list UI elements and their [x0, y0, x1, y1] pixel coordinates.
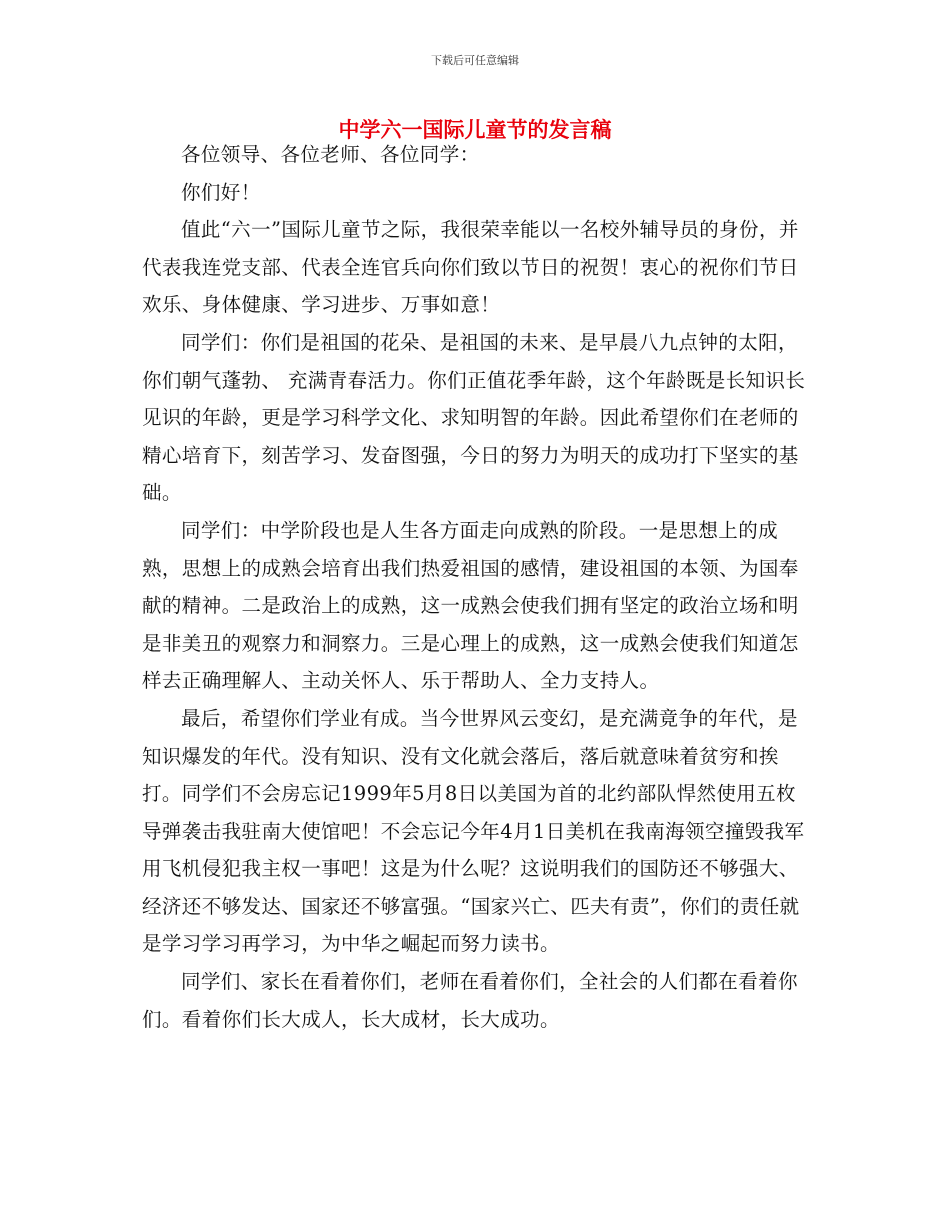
- paragraph-maturity: 同学们：中学阶段也是人生各方面走向成熟的阶段。一是思想上的成熟，思想上的成熟会培育出我们热爱祖国的感情，建设祖国的本领、为国奉献的精神。二是政治上的成熟，这一成熟会使我们拥有坚定的政治立场和明是非美丑的观察力和洞察力。三是心理上的成熟，这一成熟会使我们知道怎样去正确理解人、主动关怀人、乐于帮助人、全力支持人。: [142, 518, 799, 693]
- paragraph-youth: 同学们：你们是祖国的花朵、是祖国的未来、是早晨八九点钟的太阳，你们朝气蓬勃、 充满青春活力。你们正值花季年龄，这个年龄既是长知识长见识的年龄，更是学习科学文化、求知明智的年龄。因此希望你们在老师的精心培育下，刻苦学习、发奋图强，今日的努力为明天的成功打下坚实的基础。: [142, 330, 806, 505]
- paragraph-closing: 同学们、家长在看着你们，老师在看着你们，全社会的人们都在看着你们。看着你们长大成人，长大成材，长大成功。: [142, 970, 798, 1031]
- paragraph-congratulations: 值此“六一”国际儿童节之际，我很荣幸能以一名校外辅导员的身份，并代表我连党支部、代表全连官兵向你们致以节日的祝贺！衷心的祝你们节日欢乐、身体健康、学习进步、万事如意！: [142, 218, 799, 317]
- paragraph-hello: 你们好！: [181, 180, 261, 204]
- document-title: 中学六一国际儿童节的发言稿: [338, 118, 612, 142]
- page-header-note: 下载后可任意编辑: [431, 54, 519, 67]
- document-body: [142, 136, 810, 1038]
- paragraph-hope: 最后，希望你们学业有成。当今世界风云变幻，是充满竟争的年代，是知识爆发的年代。没有知识、没有文化就会落后，落后就意味着贫穷和挨打。同学们不会房忘记1999年5月8日以美国为首的北约部队悍然使用五枚导弹袭击我驻南大使馆吧！不会忘记今年4月1日美机在我南海领空撞毁我军用飞机侵犯我主权一事吧！这是为什么呢？这说明我们的国防还不够强大、经济还不够发达、国家还不够富强。“国家兴亡、匹夫有责”，你们的责任就是学习学习再学习，为中华之崛起而努力读书。: [142, 706, 805, 956]
- paragraph-greeting: 各位领导、各位老师、各位同学：: [181, 143, 480, 166]
